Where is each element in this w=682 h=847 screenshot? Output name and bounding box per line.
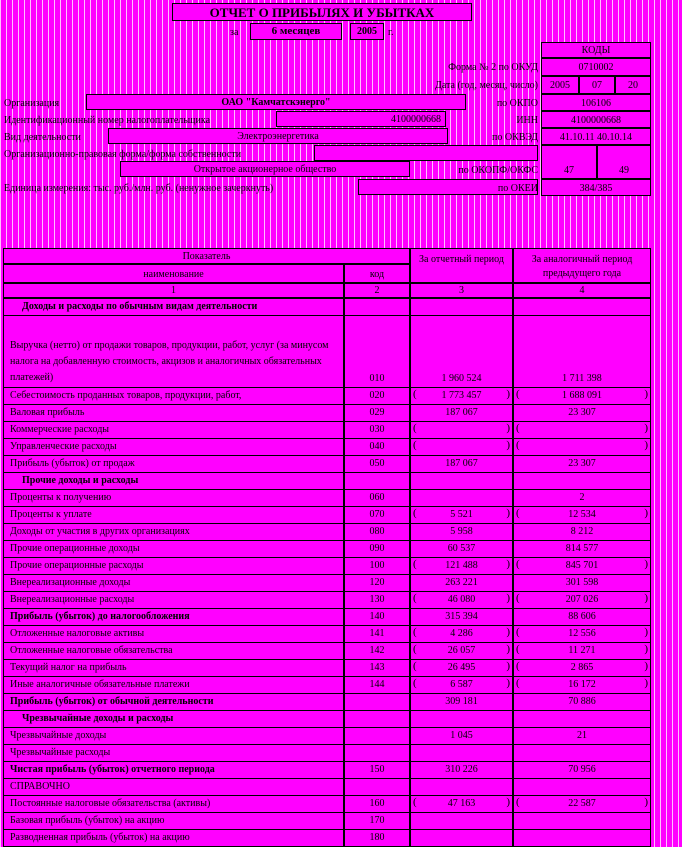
okud-code: 0710002 (541, 58, 651, 76)
row-value: 12 534 (568, 509, 596, 520)
unit-label: Единица измерения: тыс. руб./млн. руб. (ненужное зачеркнуть) (4, 183, 274, 194)
row-20-cur[interactable] (410, 693, 513, 711)
row-value: 1 773 457 (441, 390, 482, 401)
open-paren: ( (413, 422, 417, 434)
open-paren: ( (413, 677, 417, 689)
row-label: Постоянные налоговые обязательства (активы) (10, 798, 211, 809)
row-18-prev[interactable] (513, 659, 651, 677)
col-indicator-header: Показатель (3, 248, 410, 264)
row-value: 310 226 (445, 764, 478, 775)
open-paren: ( (516, 643, 520, 655)
okei-code: 384/385 (541, 179, 651, 196)
row-8-prev[interactable] (513, 489, 651, 507)
row-label: Валовая прибыль (10, 407, 85, 418)
period-prefix: за (230, 27, 239, 38)
row-13-code[interactable] (344, 574, 410, 592)
row-20-label (3, 693, 344, 711)
row-5-prev[interactable] (513, 438, 651, 456)
close-paren: ) (644, 677, 648, 689)
row-19-cur[interactable] (410, 676, 513, 694)
row-label: Доходы от участия в других организациях (10, 526, 190, 537)
row-value: 207 026 (565, 594, 599, 605)
row-18-code[interactable] (344, 659, 410, 677)
row-20-code[interactable] (344, 693, 410, 711)
row-13-label (3, 574, 344, 592)
row-label: Доходы и расходы по обычным видам деятельности (22, 301, 258, 312)
row-code: 020 (369, 390, 385, 401)
row-15-label (3, 608, 344, 626)
row-value: 22 587 (568, 798, 596, 809)
row-2-prev[interactable] (513, 387, 651, 405)
row-code: 100 (369, 560, 385, 571)
row-6-prev[interactable] (513, 455, 651, 473)
row-4-cur[interactable] (410, 421, 513, 439)
row-label: Чрезвычайные доходы и расходы (22, 713, 174, 724)
row-11-prev[interactable] (513, 540, 651, 558)
row-6-label (3, 455, 344, 473)
date-label: Дата (год, месяц, число) (435, 80, 538, 91)
close-paren: ) (506, 388, 510, 400)
row-code: 143 (369, 662, 385, 673)
row-value: 47 163 (447, 798, 476, 809)
open-paren: ( (413, 592, 417, 604)
close-paren: ) (644, 592, 648, 604)
row-1-cur[interactable] (410, 315, 513, 388)
row-value: 46 080 (447, 594, 476, 605)
row-22-code[interactable] (344, 727, 410, 745)
row-3-cur[interactable] (410, 404, 513, 422)
row-27-label (3, 812, 344, 830)
row-code: 029 (369, 407, 385, 418)
close-paren: ) (506, 643, 510, 655)
open-paren: ( (516, 592, 520, 604)
report-title: ОТЧЕТ О ПРИБЫЛЯХ И УБЫТКАХ (172, 3, 472, 21)
row-14-code[interactable] (344, 591, 410, 609)
row-value: 88 606 (568, 611, 596, 622)
close-paren: ) (506, 796, 510, 808)
row-16-prev[interactable] (513, 625, 651, 643)
row-code: 144 (369, 679, 385, 690)
close-paren: ) (506, 660, 510, 672)
row-label: Выручка (нетто) от продажи товаров, продукции, работ, услуг (за минусом налога на добавленную стоимость, акцизов и аналогичных обязательных платежей) (10, 340, 329, 383)
row-25-cur[interactable] (410, 778, 513, 796)
year-suffix: г. (388, 27, 394, 38)
row-22-prev[interactable] (513, 727, 651, 745)
row-label: Коммерческие расходы (10, 424, 110, 435)
row-8-label (3, 489, 344, 507)
close-paren: ) (506, 422, 510, 434)
close-paren: ) (506, 439, 510, 451)
row-code: 170 (369, 815, 385, 826)
row-code: 060 (369, 492, 385, 503)
open-paren: ( (413, 388, 417, 400)
row-3-code[interactable] (344, 404, 410, 422)
row-value: 26 057 (447, 645, 476, 656)
row-label: Себестоимость проданных товаров, продукции, работ, (10, 390, 242, 401)
row-value: 8 212 (570, 526, 594, 537)
row-code: 040 (369, 441, 385, 452)
row-label: Чрезвычайные расходы (10, 747, 111, 758)
row-value: 21 (577, 730, 587, 741)
okei-label: по ОКЕИ (497, 183, 538, 194)
row-code: 140 (369, 611, 385, 622)
row-11-label (3, 540, 344, 558)
row-code: 070 (369, 509, 385, 520)
row-label: СПРАВОЧНО (10, 781, 70, 792)
row-24-cur[interactable] (410, 761, 513, 779)
row-28-cur[interactable] (410, 829, 513, 847)
row-value: 263 221 (445, 577, 478, 588)
row-9-label (3, 506, 344, 524)
okpo-label: по ОКПО (496, 98, 538, 109)
row-18-cur[interactable] (410, 659, 513, 677)
row-value: 23 307 (568, 458, 596, 469)
close-paren: ) (644, 660, 648, 672)
row-value: 814 577 (565, 543, 599, 554)
open-paren: ( (413, 507, 417, 519)
row-4-code[interactable] (344, 421, 410, 439)
row-value: 315 394 (445, 611, 478, 622)
row-24-code[interactable] (344, 761, 410, 779)
okved-code: 41.10.11 40.10.14 (541, 128, 651, 145)
row-label: Внереализационные расходы (10, 594, 135, 605)
open-paren: ( (516, 626, 520, 638)
row-21-prev[interactable] (513, 710, 651, 728)
row-13-prev[interactable] (513, 574, 651, 592)
open-paren: ( (516, 796, 520, 808)
row-value: 1 045 (450, 730, 473, 741)
row-label: Чистая прибыль (убыток) отчетного периода (10, 764, 215, 775)
row-1-prev[interactable] (513, 315, 651, 388)
row-value: 187 067 (445, 458, 478, 469)
okfs-code: 49 (597, 145, 651, 179)
year-field[interactable]: 2005 (350, 23, 384, 40)
row-label: Прочие операционные расходы (10, 560, 144, 571)
row-21-code[interactable] (344, 710, 410, 728)
row-label: Внереализационные доходы (10, 577, 131, 588)
row-7-prev[interactable] (513, 472, 651, 490)
row-9-code[interactable] (344, 506, 410, 524)
open-paren: ( (516, 388, 520, 400)
row-label: Прибыль (убыток) от обычной деятельности (10, 696, 214, 707)
row-27-cur[interactable] (410, 812, 513, 830)
row-17-code[interactable] (344, 642, 410, 660)
row-9-cur[interactable] (410, 506, 513, 524)
row-15-code[interactable] (344, 608, 410, 626)
row-8-code[interactable] (344, 489, 410, 507)
close-paren: ) (506, 677, 510, 689)
row-19-label (3, 676, 344, 694)
close-paren: ) (506, 558, 510, 570)
row-label: Чрезвычайные доходы (10, 730, 107, 741)
row-value: 5 521 (450, 509, 473, 520)
row-code: 142 (369, 645, 385, 656)
row-7-code[interactable] (344, 472, 410, 490)
col-code-header: код (344, 264, 410, 283)
row-code: 141 (369, 628, 385, 639)
legal-form-label: Организационно-правовая форма/форма собственности (4, 149, 242, 160)
row-16-cur[interactable] (410, 625, 513, 643)
row-19-prev[interactable] (513, 676, 651, 694)
col-current-header: За отчетный период (410, 248, 513, 283)
activity-field[interactable]: Электроэнергетика (108, 128, 448, 144)
row-value: 845 701 (565, 560, 599, 571)
row-26-cur[interactable] (410, 795, 513, 813)
row-value: 2 (579, 492, 585, 503)
row-23-cur[interactable] (410, 744, 513, 762)
col-num-3: 3 (410, 283, 513, 298)
row-17-prev[interactable] (513, 642, 651, 660)
row-value: 1 960 524 (441, 373, 482, 384)
row-11-cur[interactable] (410, 540, 513, 558)
date-year[interactable]: 2005 (541, 76, 579, 94)
row-label: Управленческие расходы (10, 441, 117, 452)
row-value: 121 488 (445, 560, 478, 571)
row-23-label (3, 744, 344, 762)
row-12-code[interactable] (344, 557, 410, 575)
row-24-label (3, 761, 344, 779)
row-label: Прибыль (убыток) от продаж (10, 458, 135, 469)
row-value: 1 688 091 (562, 390, 602, 401)
row-value: 11 271 (568, 645, 596, 656)
row-label: Прочие операционные доходы (10, 543, 140, 554)
row-code: 050 (369, 458, 385, 469)
row-21-label (3, 710, 344, 728)
okud-label: Форма № 2 по ОКУД (448, 62, 538, 73)
row-23-prev[interactable] (513, 744, 651, 762)
row-label: Проценты к уплате (10, 509, 92, 520)
row-12-prev[interactable] (513, 557, 651, 575)
row-9-prev[interactable] (513, 506, 651, 524)
row-28-prev[interactable] (513, 829, 651, 847)
row-15-prev[interactable] (513, 608, 651, 626)
row-value: 12 556 (568, 628, 596, 639)
row-code: 150 (369, 764, 385, 775)
okved-label: по ОКВЭД (492, 132, 538, 143)
row-3-prev[interactable] (513, 404, 651, 422)
row-14-prev[interactable] (513, 591, 651, 609)
row-23-code[interactable] (344, 744, 410, 762)
row-0-code[interactable] (344, 298, 410, 316)
row-26-code[interactable] (344, 795, 410, 813)
row-17-cur[interactable] (410, 642, 513, 660)
row-10-prev[interactable] (513, 523, 651, 541)
row-label: Проценты к получению (10, 492, 112, 503)
row-20-prev[interactable] (513, 693, 651, 711)
row-26-prev[interactable] (513, 795, 651, 813)
close-paren: ) (644, 626, 648, 638)
row-14-cur[interactable] (410, 591, 513, 609)
row-value: 26 495 (447, 662, 476, 673)
row-10-code[interactable] (344, 523, 410, 541)
row-14-label (3, 591, 344, 609)
close-paren: ) (644, 558, 648, 570)
okpo-code: 106106 (541, 94, 651, 111)
row-label: Базовая прибыль (убыток) на акцию (10, 815, 165, 826)
row-15-cur[interactable] (410, 608, 513, 626)
row-28-code[interactable] (344, 829, 410, 847)
date-month[interactable]: 07 (579, 76, 615, 94)
row-28-label (3, 829, 344, 847)
row-19-code[interactable] (344, 676, 410, 694)
row-3-label (3, 404, 344, 422)
row-25-label (3, 778, 344, 796)
inn-code-label: ИНН (516, 115, 538, 126)
row-26-label (3, 795, 344, 813)
row-16-code[interactable] (344, 625, 410, 643)
period-field[interactable]: 6 месяцев (250, 23, 342, 40)
row-label: Иные аналогичные обязательные платежи (10, 679, 190, 690)
open-paren: ( (516, 558, 520, 570)
row-code: 180 (369, 832, 385, 843)
row-7-cur[interactable] (410, 472, 513, 490)
row-value: 2 865 (570, 662, 594, 673)
row-22-label (3, 727, 344, 745)
row-5-label (3, 438, 344, 456)
row-4-prev[interactable] (513, 421, 651, 439)
open-paren: ( (413, 643, 417, 655)
row-13-cur[interactable] (410, 574, 513, 592)
inn-code: 4100000668 (541, 111, 651, 128)
row-11-code[interactable] (344, 540, 410, 558)
close-paren: ) (644, 796, 648, 808)
row-value: 301 598 (565, 577, 599, 588)
row-label: Прочие доходы и расходы (22, 475, 139, 486)
row-value: 309 181 (445, 696, 478, 707)
close-paren: ) (644, 388, 648, 400)
row-label: Отложенные налоговые обязательства (10, 645, 173, 656)
close-paren: ) (644, 439, 648, 451)
row-value: 16 172 (568, 679, 596, 690)
open-paren: ( (516, 660, 520, 672)
inn-label: Идентификационный номер налогоплательщика (4, 115, 211, 126)
row-value: 60 537 (447, 543, 476, 554)
row-5-cur[interactable] (410, 438, 513, 456)
open-paren: ( (516, 439, 520, 451)
row-0-cur[interactable] (410, 298, 513, 316)
row-22-cur[interactable] (410, 727, 513, 745)
org-label: Организация (4, 98, 60, 109)
row-code: 160 (369, 798, 385, 809)
row-1-code[interactable] (344, 315, 410, 388)
row-18-label (3, 659, 344, 677)
col-num-1: 1 (3, 283, 344, 298)
row-value: 70 886 (568, 696, 596, 707)
row-code: 030 (369, 424, 385, 435)
row-27-code[interactable] (344, 812, 410, 830)
row-value: 4 286 (450, 628, 473, 639)
row-label: Текущий налог на прибыль (10, 662, 127, 673)
row-value: 70 956 (568, 764, 596, 775)
close-paren: ) (506, 592, 510, 604)
legal-form-blank[interactable] (314, 145, 538, 161)
codes-header: КОДЫ (541, 42, 651, 58)
col-num-4: 4 (513, 283, 651, 298)
row-7-label (3, 472, 344, 490)
open-paren: ( (516, 422, 520, 434)
col-name-header: наименование (3, 264, 344, 283)
legal-form-field[interactable]: Открытое акционерное общество (120, 161, 410, 177)
row-label: Прибыль (убыток) до налогообложения (10, 611, 190, 622)
row-code: 130 (369, 594, 385, 605)
row-5-code[interactable] (344, 438, 410, 456)
open-paren: ( (413, 660, 417, 672)
row-12-label (3, 557, 344, 575)
row-code: 120 (369, 577, 385, 588)
row-value: 187 067 (445, 407, 478, 418)
close-paren: ) (644, 422, 648, 434)
okopf-label: по ОКОПФ/ОКФС (458, 165, 538, 176)
inn-field[interactable]: 4100000668 (276, 111, 446, 127)
open-paren: ( (413, 439, 417, 451)
row-10-cur[interactable] (410, 523, 513, 541)
row-25-prev[interactable] (513, 778, 651, 796)
close-paren: ) (506, 626, 510, 638)
row-2-code[interactable] (344, 387, 410, 405)
row-code: 010 (369, 373, 385, 384)
close-paren: ) (644, 507, 648, 519)
okopf-code: 47 (541, 145, 597, 179)
row-24-prev[interactable] (513, 761, 651, 779)
org-name-field[interactable]: ОАО "Камчатскэнерго" (86, 94, 466, 110)
open-paren: ( (413, 558, 417, 570)
row-21-cur[interactable] (410, 710, 513, 728)
row-value: 1 711 398 (562, 373, 602, 384)
row-17-label (3, 642, 344, 660)
open-paren: ( (413, 796, 417, 808)
col-num-2: 2 (344, 283, 410, 298)
row-8-cur[interactable] (410, 489, 513, 507)
row-12-cur[interactable] (410, 557, 513, 575)
row-0-label (3, 298, 344, 316)
row-value: 6 587 (450, 679, 473, 690)
row-10-label (3, 523, 344, 541)
row-25-code[interactable] (344, 778, 410, 796)
row-code: 080 (369, 526, 385, 537)
open-paren: ( (516, 677, 520, 689)
row-4-label (3, 421, 344, 439)
col-previous-header: За аналогичный период предыдущего года (513, 248, 651, 283)
date-day[interactable]: 20 (615, 76, 651, 94)
row-label: Отложенные налоговые активы (10, 628, 145, 639)
row-6-code[interactable] (344, 455, 410, 473)
open-paren: ( (516, 507, 520, 519)
close-paren: ) (506, 507, 510, 519)
row-2-cur[interactable] (410, 387, 513, 405)
row-2-label (3, 387, 344, 405)
row-value: 23 307 (568, 407, 596, 418)
close-paren: ) (644, 643, 648, 655)
row-0-prev[interactable] (513, 298, 651, 316)
row-value: 5 958 (450, 526, 473, 537)
row-16-label (3, 625, 344, 643)
row-label: Разводненная прибыль (убыток) на акцию (10, 832, 190, 843)
activity-label: Вид деятельности (4, 132, 81, 143)
open-paren: ( (413, 626, 417, 638)
row-code: 090 (369, 543, 385, 554)
row-27-prev[interactable] (513, 812, 651, 830)
row-6-cur[interactable] (410, 455, 513, 473)
row-1-label (3, 315, 344, 388)
